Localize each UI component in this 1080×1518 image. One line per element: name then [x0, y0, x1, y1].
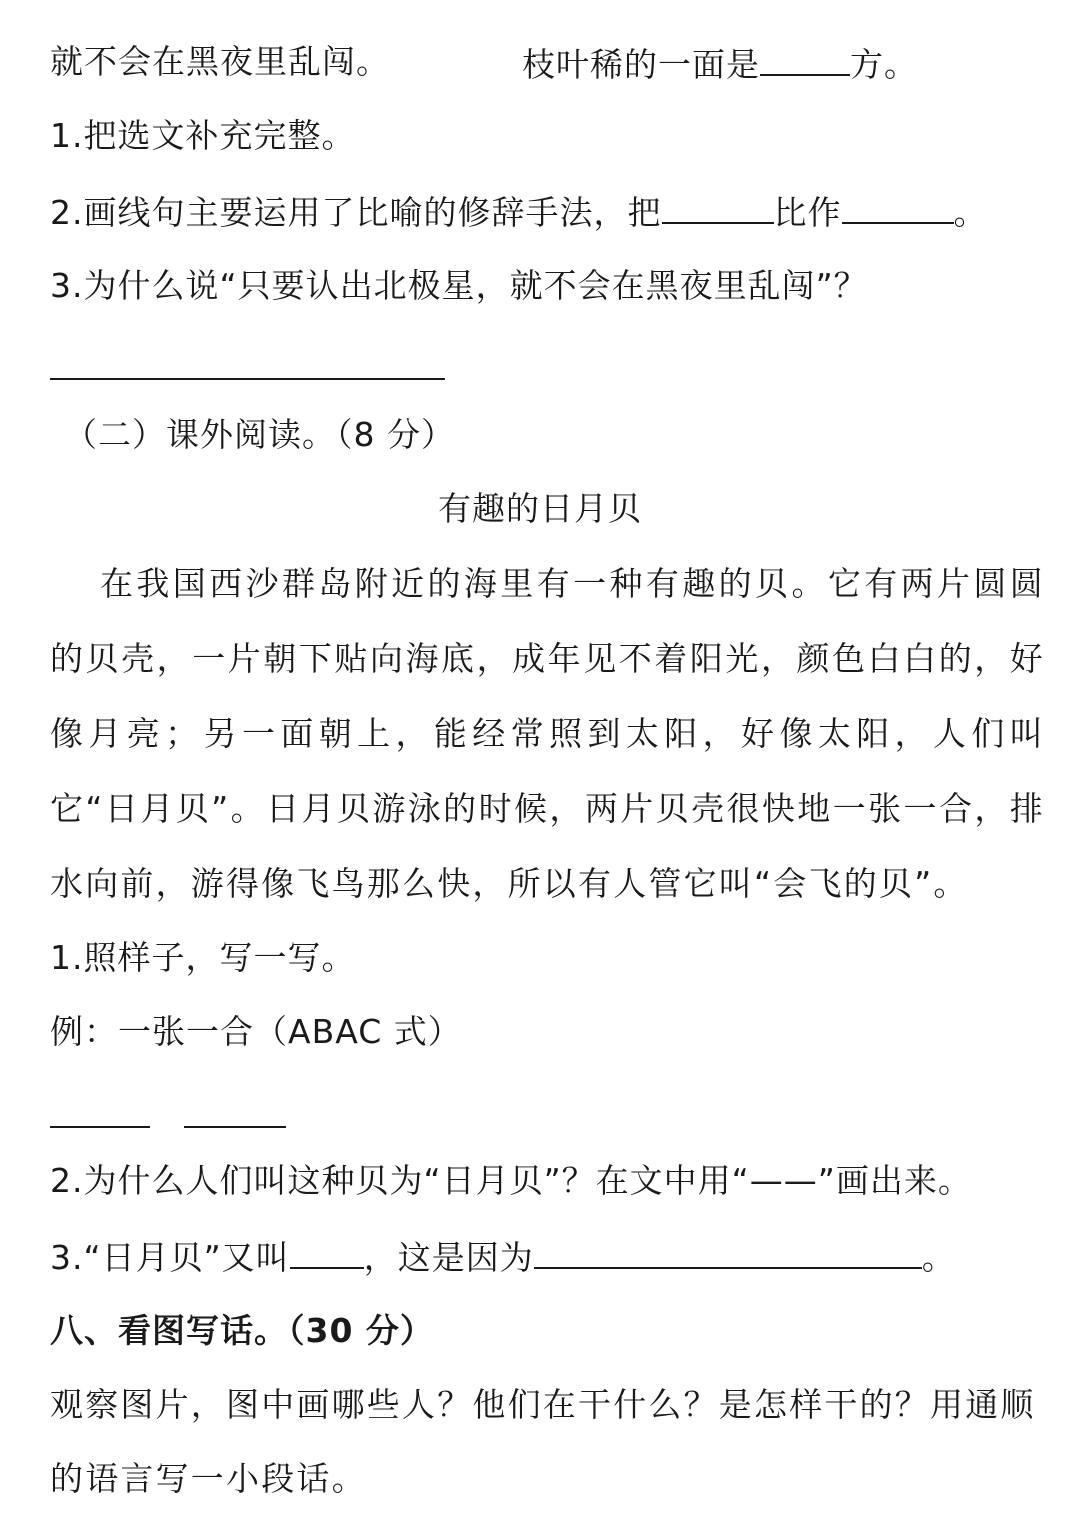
question-1 — [50, 114, 356, 158]
answer-blank[interactable] — [534, 1233, 922, 1269]
passage-title: 有趣的日月贝 — [438, 489, 642, 528]
question-text: 方。 — [850, 45, 918, 84]
answer-blank[interactable] — [290, 1233, 364, 1269]
example-text: 例：一张一合（ABAC 式） — [50, 1012, 462, 1051]
question-text: ，这是因为 — [363, 1238, 534, 1277]
section-heading-text: （二）课外阅读。（8 分） — [64, 415, 455, 454]
instruction-text: 观察图片，图中画哪些人？他们在干什么？是怎样干的？用通顺 — [50, 1385, 1036, 1424]
section-heading — [64, 413, 455, 457]
instruction-text: 的语言写一小段话。 — [50, 1459, 367, 1498]
question-2 — [50, 1159, 972, 1203]
answer-blank[interactable] — [760, 40, 850, 76]
question-text: 。 — [953, 193, 988, 232]
question-3 — [50, 264, 868, 308]
answer-blank[interactable] — [662, 188, 774, 224]
question-text: 1.把选文补充完整。 — [50, 116, 356, 155]
question-1 — [50, 936, 356, 980]
text-line — [522, 40, 918, 87]
question-text: 。 — [921, 1238, 956, 1277]
section-heading — [50, 1309, 434, 1353]
question-text: 枝叶稀的一面是 — [522, 45, 760, 84]
answer-blank[interactable] — [842, 188, 954, 224]
question-text: 3.“日月贝”又叫 — [50, 1238, 290, 1277]
question-2 — [50, 188, 988, 235]
passage-end-text: 就不会在黑夜里乱闯。 — [50, 42, 390, 81]
passage-paragraph: 在我国西沙群岛附近的海里有一种有趣的贝。它有两片圆圆的贝壳，一片朝下贴向海底，成年见不着阳光，颜色白白的，好像月亮；另一面朝上，能经常照到太阳，好像太阳，人们叫它“日月贝”。日月贝游泳的时候，两片贝壳很快地一张一合，排水向前，游得像飞鸟那么快，所以有人管它叫“会飞的贝”。 — [50, 564, 1045, 903]
answer-line[interactable] — [50, 378, 445, 380]
question-3 — [50, 1233, 956, 1280]
question-text: 1.照样子，写一写。 — [50, 938, 356, 977]
section-heading-text: 八、看图写话。（30 分） — [50, 1311, 434, 1350]
answer-line[interactable] — [184, 1126, 286, 1128]
question-text: 2.画线句主要运用了比喻的修辞手法，把 — [50, 193, 662, 232]
instruction-line — [50, 1457, 367, 1501]
question-text: 3.为什么说“只要认出北极星，就不会在黑夜里乱闯”？ — [50, 266, 868, 305]
question-text: 比作 — [773, 193, 842, 232]
answer-line[interactable] — [50, 1126, 150, 1128]
example-line — [50, 1010, 462, 1054]
instruction-line — [50, 1383, 1036, 1427]
text-line — [50, 40, 390, 84]
question-text: 2.为什么人们叫这种贝为“日月贝”？在文中用“——”画出来。 — [50, 1161, 972, 1200]
